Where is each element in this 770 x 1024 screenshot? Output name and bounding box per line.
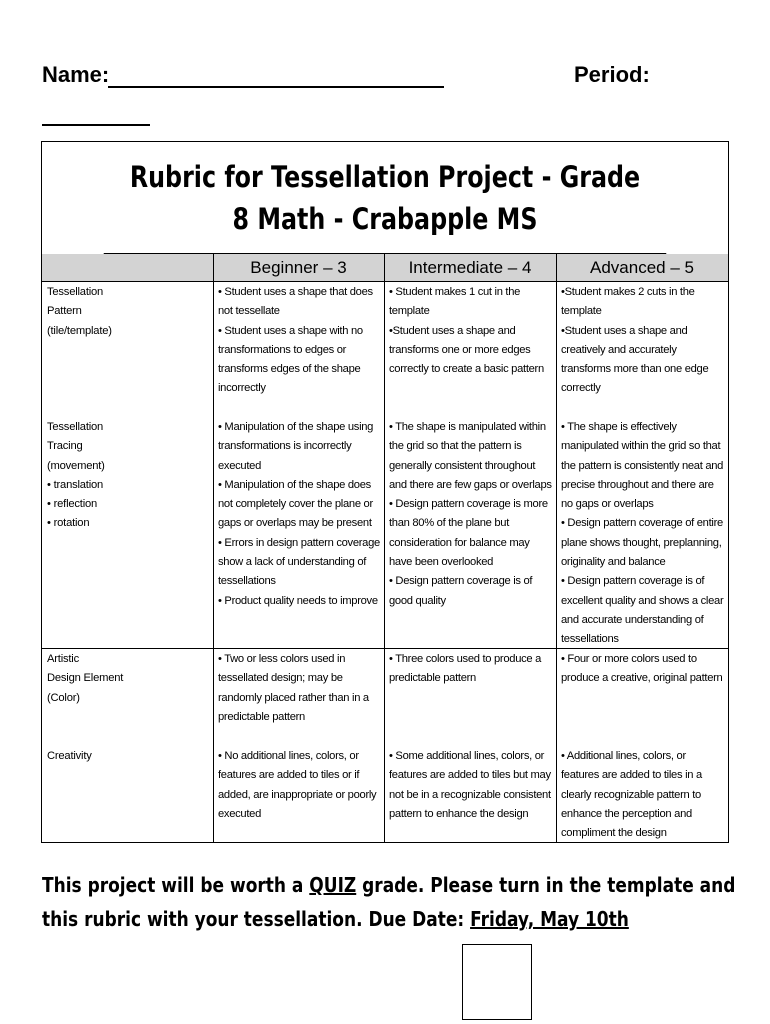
criterion-line: (Color)	[47, 691, 80, 704]
criterion-line: • rotation	[47, 517, 90, 530]
advanced-tracing-cell	[556, 418, 728, 650]
criterion-line: • translation	[47, 478, 104, 491]
descriptor: • Student uses a shape with no transformations to edges or transforms edges of the shape incorrectly	[218, 324, 363, 395]
criterion-line: Pattern	[47, 305, 82, 318]
rubric-title: Rubric for Tessellation Project - Grade 8 Math - Crabapple MS	[104, 142, 667, 254]
descriptor: • Design pattern coverage is more than 80% of the plane but consideration for balance may have been overlooked	[389, 498, 548, 569]
intermediate-tracing-cell	[384, 418, 556, 611]
descriptor: •Student uses a shape and creatively and accurately transforms more than one edge correctly	[561, 324, 709, 395]
descriptor: • Four or more colors used to produce a creative, original pattern	[561, 653, 723, 685]
period-blank-line[interactable]	[42, 124, 150, 126]
descriptor: • Manipulation of the shape does not completely cover the plane or gaps or overlaps may be present	[218, 478, 373, 530]
intermediate-color-cell	[384, 650, 556, 689]
advanced-color-cell	[556, 650, 728, 689]
criterion-creativity	[42, 747, 213, 766]
descriptor: • Student uses a shape that does not tessellate	[218, 286, 373, 318]
column-header-advanced: Advanced – 5	[556, 254, 728, 282]
criterion-pattern	[42, 283, 213, 341]
header-empty-cell	[42, 254, 213, 282]
due-date: Friday, May 10th	[470, 907, 629, 931]
intermediate-creativity-cell	[384, 747, 556, 824]
descriptor: • Two or less colors used in tessellated design; may be randomly placed rather than in a predictable pattern	[218, 653, 369, 723]
descriptor: •Student uses a shape and transforms one or more edges correctly to create a basic pattern	[389, 324, 544, 376]
descriptor: • Design pattern coverage is of excellent quality and shows a clear and accurate understanding of tessellations	[561, 575, 724, 646]
beginner-tracing-cell	[213, 418, 384, 611]
descriptor: • Additional lines, colors, or features are added to tiles in a clearly recognizable pattern to enhance the perception and compliment the design	[561, 750, 702, 840]
descriptor: • Some additional lines, colors, or features are added to tiles but may not be in a recognizable consistent pattern to enhance the design	[389, 750, 551, 820]
descriptor: • Student makes 1 cut in the template	[389, 286, 521, 318]
criterion-line: Tessellation	[47, 421, 104, 433]
footer-text: grade. Please turn in the template and this rubric with your tessellation. Due Date:	[42, 873, 736, 931]
criterion-line: (movement)	[47, 459, 105, 472]
criterion-color	[42, 650, 213, 708]
criterion-line: Design Element	[47, 672, 124, 685]
grade-box[interactable]	[462, 944, 532, 1020]
footer-instructions	[42, 868, 742, 936]
descriptor: • Design pattern coverage of entire plane shows thought, preplanning, originality and balance	[561, 517, 723, 569]
descriptor: • Errors in design pattern coverage show a lack of understanding of tessellations	[218, 536, 380, 588]
period-label: Period:	[574, 62, 650, 87]
descriptor: • Design pattern coverage is of good quality	[389, 575, 533, 607]
rubric-table	[41, 141, 729, 843]
criterion-line: (tile/template)	[47, 324, 112, 337]
criterion-line: Tracing	[47, 440, 83, 453]
criterion-line: Tessellation	[47, 286, 104, 298]
descriptor: • Manipulation of the shape using transformations is incorrectly executed	[218, 421, 374, 472]
advanced-pattern-cell	[556, 283, 728, 399]
criterion-line: • reflection	[47, 498, 98, 511]
column-header-intermediate: Intermediate – 4	[384, 254, 556, 282]
intermediate-pattern-cell	[384, 283, 556, 379]
beginner-color-cell	[213, 650, 384, 727]
name-label: Name:	[42, 62, 110, 87]
student-info-line	[42, 62, 742, 92]
column-header-beginner: Beginner – 3	[213, 254, 384, 282]
descriptor: • Three colors used to produce a predictable pattern	[389, 653, 542, 685]
name-blank-line[interactable]	[108, 86, 444, 88]
descriptor: • No additional lines, colors, or features are added to tiles or if added, are inappropriate or poorly executed	[218, 750, 377, 820]
footer-text: This project will be worth a	[42, 873, 310, 897]
descriptor: •Student makes 2 cuts in the template	[561, 286, 695, 318]
beginner-pattern-cell	[213, 283, 384, 399]
descriptor: • The shape is manipulated within the grid so that the pattern is generally consistent throughout and there are few gaps or overlaps	[389, 421, 552, 491]
descriptor: • The shape is effectively manipulated within the grid so that the pattern is consistently neat and precise throughout and there are no gaps or overlaps	[561, 421, 724, 511]
quiz-emphasis: QUIZ	[309, 873, 357, 897]
criterion-line: Creativity	[47, 750, 92, 762]
descriptor: • Product quality needs to improve	[218, 594, 378, 607]
beginner-creativity-cell	[213, 747, 384, 824]
advanced-creativity-cell	[556, 747, 728, 843]
criterion-line: Artistic	[47, 653, 79, 665]
criterion-tracing	[42, 418, 213, 534]
